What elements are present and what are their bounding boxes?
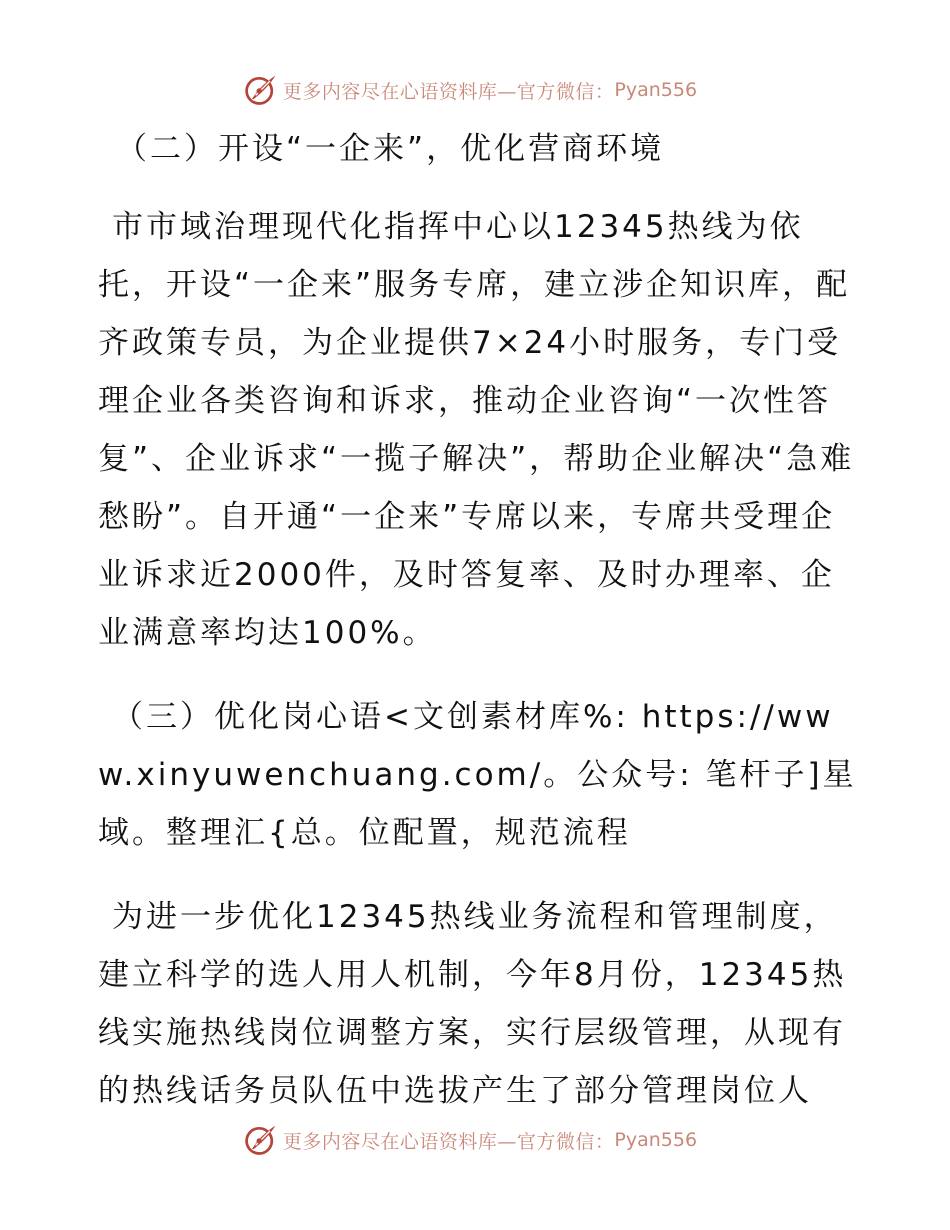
section-3-heading: （三）优化岗心语<文创素材库%: https://www.xinyuwenchuang.com/。公众号: 笔杆子]星域。整理汇{总。位配置，规范流程: [98, 699, 857, 851]
header-watermark-inner: [243, 72, 697, 108]
footer-watermark-inner: [243, 1122, 697, 1158]
watermark-wechat-id: Pyan556: [614, 1129, 698, 1151]
watermark-wechat-id: Pyan556: [614, 79, 698, 101]
watermark-text: 更多内容尽在心语资料库—官方微信：: [282, 1130, 615, 1153]
feather-pen-logo-icon: [243, 1122, 279, 1158]
section-2-paragraph: 市市域治理现代化指挥中心以12345热线为依托，开设“一企来”服务专席，建立涉企知识库，配齐政策专员，为企业提供7×24小时服务，专门受理企业各类咨询和诉求，推动企业咨询“一次性答复”、企业诉求“一揽子解决”，帮助企业解决“急难愁盼”。自开通“一企来”专席以来，专席共受理企业诉求近2000件，及时答复率、及时办理率、企业满意率均达100%。: [98, 209, 855, 651]
feather-pen-logo-icon: [243, 72, 279, 108]
header-watermark-banner: [0, 70, 950, 110]
document-body: [98, 120, 858, 1146]
section-2-heading: （二）开设“一企来”，优化营商环境: [116, 131, 665, 167]
watermark-text: 更多内容尽在心语资料库—官方微信：: [282, 80, 615, 103]
footer-watermark-banner: [0, 1120, 950, 1160]
section-3-paragraph: 为进一步优化12345热线业务流程和管理制度，建立科学的选人用人机制，今年8月份，12345热线实施热线岗位调整方案，实行层级管理，从现有的热线话务员队伍中选拔产生了部分管理岗位人: [98, 899, 847, 1109]
